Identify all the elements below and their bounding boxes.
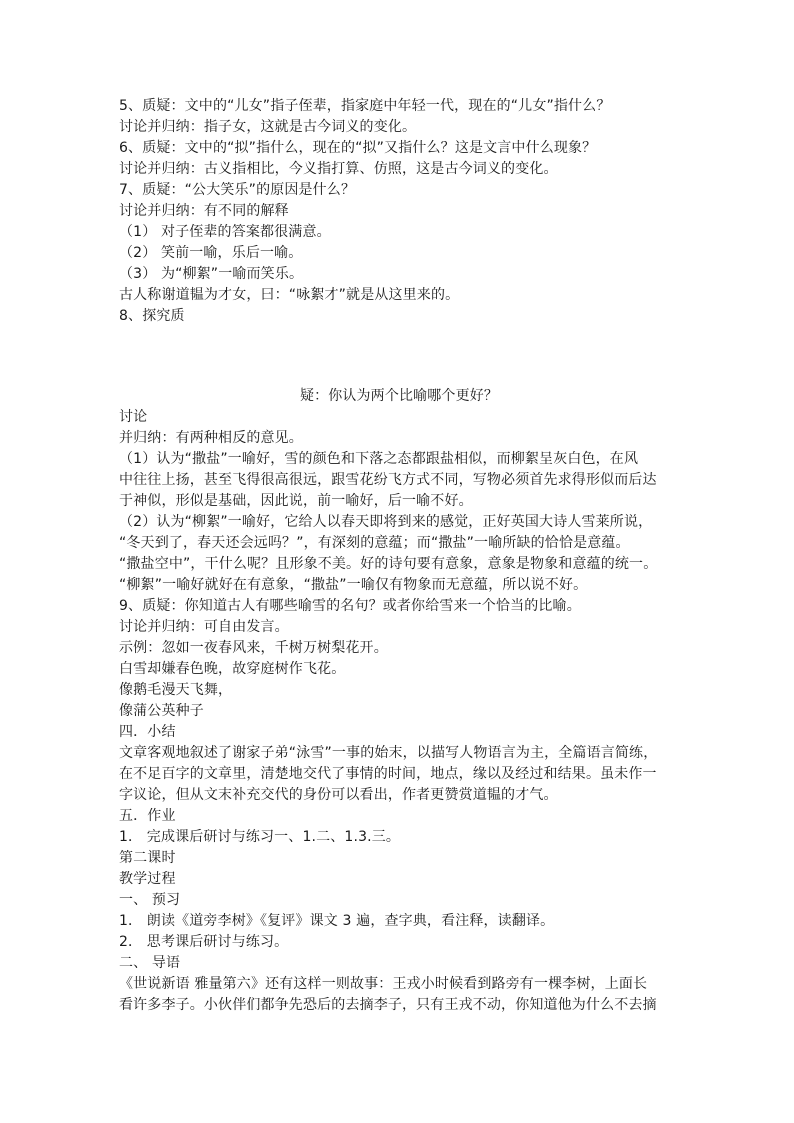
- homework-item: 1． 完成课后研讨与练习一、1.二、1.3.三。: [119, 829, 401, 845]
- opinion-1-line: 于神似，形似是基础，因此说，前一喻好，后一喻不好。: [119, 493, 473, 509]
- opinion-2-line: （2）认为“柳絮”一喻好，它给人以春天即将到来的感觉，正好英国大诗人雪莱所说，: [119, 514, 653, 530]
- preview-item-1: 1． 朗读《道旁李树》《复评》课文 3 遍，查字典，看注释，读翻译。: [119, 913, 555, 929]
- example-line: 像蒲公英种子: [119, 703, 204, 719]
- answer-7-item-1: （1） 对子侄辈的答案都很满意。: [119, 224, 331, 240]
- question-5: 5、质疑：文中的“儿女”指子侄辈，指家庭中年轻一代，现在的“儿女”指什么？: [119, 98, 611, 114]
- question-9: 9、质疑：你知道古人有哪些喻雪的名句？或者你给雪来一个恰当的比喻。: [119, 598, 581, 614]
- answer-9: 讨论并归纳：可自由发言。: [119, 619, 289, 635]
- example-line: 示例：忽如一夜春风来，千树万树梨花开。: [119, 640, 388, 656]
- summary-line: 文章客观地叙述了谢家子弟“泳雪”一事的始末，以描写人物语言为主，全篇语言简练，: [119, 745, 658, 761]
- opinion-2-line: “撒盐空中”，干什么呢？且形象不美。好的诗句要有意象，意象是物象和意蕴的统一。: [119, 556, 658, 572]
- answer-7: 讨论并归纳：有不同的解释: [119, 203, 289, 219]
- opinion-2-line: “柳絮”一喻好就好在有意象，“撒盐”一喻仅有物象而无意蕴，所以说不好。: [119, 577, 588, 593]
- opinion-1-line: （1）认为“撒盐”一喻好，雪的颜色和下落之态都跟盐相似，而柳絮呈灰白色，在风: [119, 451, 639, 467]
- summary-line: 字议论，但从文末补充交代的身份可以看出，作者更赞赏道韫的才气。: [119, 787, 558, 803]
- intro-line: 《世说新语 雅量第六》还有这样一则故事：王戎小时候看到路旁有一棵李树，上面长: [119, 976, 648, 992]
- teaching-process-heading: 教学过程: [119, 871, 176, 887]
- question-6: 6、质疑：文中的“拟”指什么，现在的“拟”又指什么？这是文言中什么现象？: [119, 140, 597, 156]
- question-8-text: 疑：你认为两个比喻哪个更好？: [299, 388, 499, 404]
- section-homework-heading: 五．作业: [119, 808, 176, 824]
- section-summary-heading: 四．小结: [119, 724, 176, 740]
- answer-7-item-2: （2） 笑前一喻，乐后一喻。: [119, 245, 303, 261]
- intro-line: 看许多李子。小伙伴们都争先恐后的去摘李子，只有王戎不动，你知道他为什么不去摘: [119, 997, 657, 1013]
- opinion-2-line: “冬天到了，春天还会远吗？”，有深刻的意蕴；而“撒盐”一喻所缺的恰恰是意蕴。: [119, 535, 630, 551]
- preview-item-2: 2． 思考课后研讨与练习。: [119, 934, 289, 950]
- paragraph-line: 古人称谢道韫为才女，曰：“咏絮才”就是从这里来的。: [119, 287, 460, 303]
- summary-line: 在不足百字的文章里，清楚地交代了事情的时间，地点，缘以及经过和结果。虽未作一: [119, 766, 657, 782]
- section-intro-heading: 二、 导语: [119, 955, 181, 971]
- section-preview-heading: 一、 预习: [119, 892, 181, 908]
- answer-6: 讨论并归纳：古义指相比，今义指打算、仿照，这是古今词义的变化。: [119, 161, 558, 177]
- answer-5: 讨论并归纳：指子女，这就是古今词义的变化。: [119, 119, 417, 135]
- question-8-heading: 8、探究质: [119, 308, 185, 324]
- example-line: 白雪却嫌春色晚，故穿庭树作飞花。: [119, 661, 346, 677]
- lesson-2-heading: 第二课时: [119, 850, 176, 866]
- paragraph-line: 并归纳：有两种相反的意见。: [119, 430, 303, 446]
- question-7: 7、质疑：“公大笑乐”的原因是什么？: [119, 182, 356, 198]
- opinion-1-line: 中往往上扬，甚至飞得很高很远，跟雪花纷飞方式不同，写物必须首先求得形似而后达: [119, 472, 657, 488]
- paragraph-line: 讨论: [119, 409, 148, 425]
- example-line: 像鹅毛漫天飞舞，: [119, 682, 233, 698]
- answer-7-item-3: （3） 为“柳絮”一喻而笑乐。: [119, 266, 304, 282]
